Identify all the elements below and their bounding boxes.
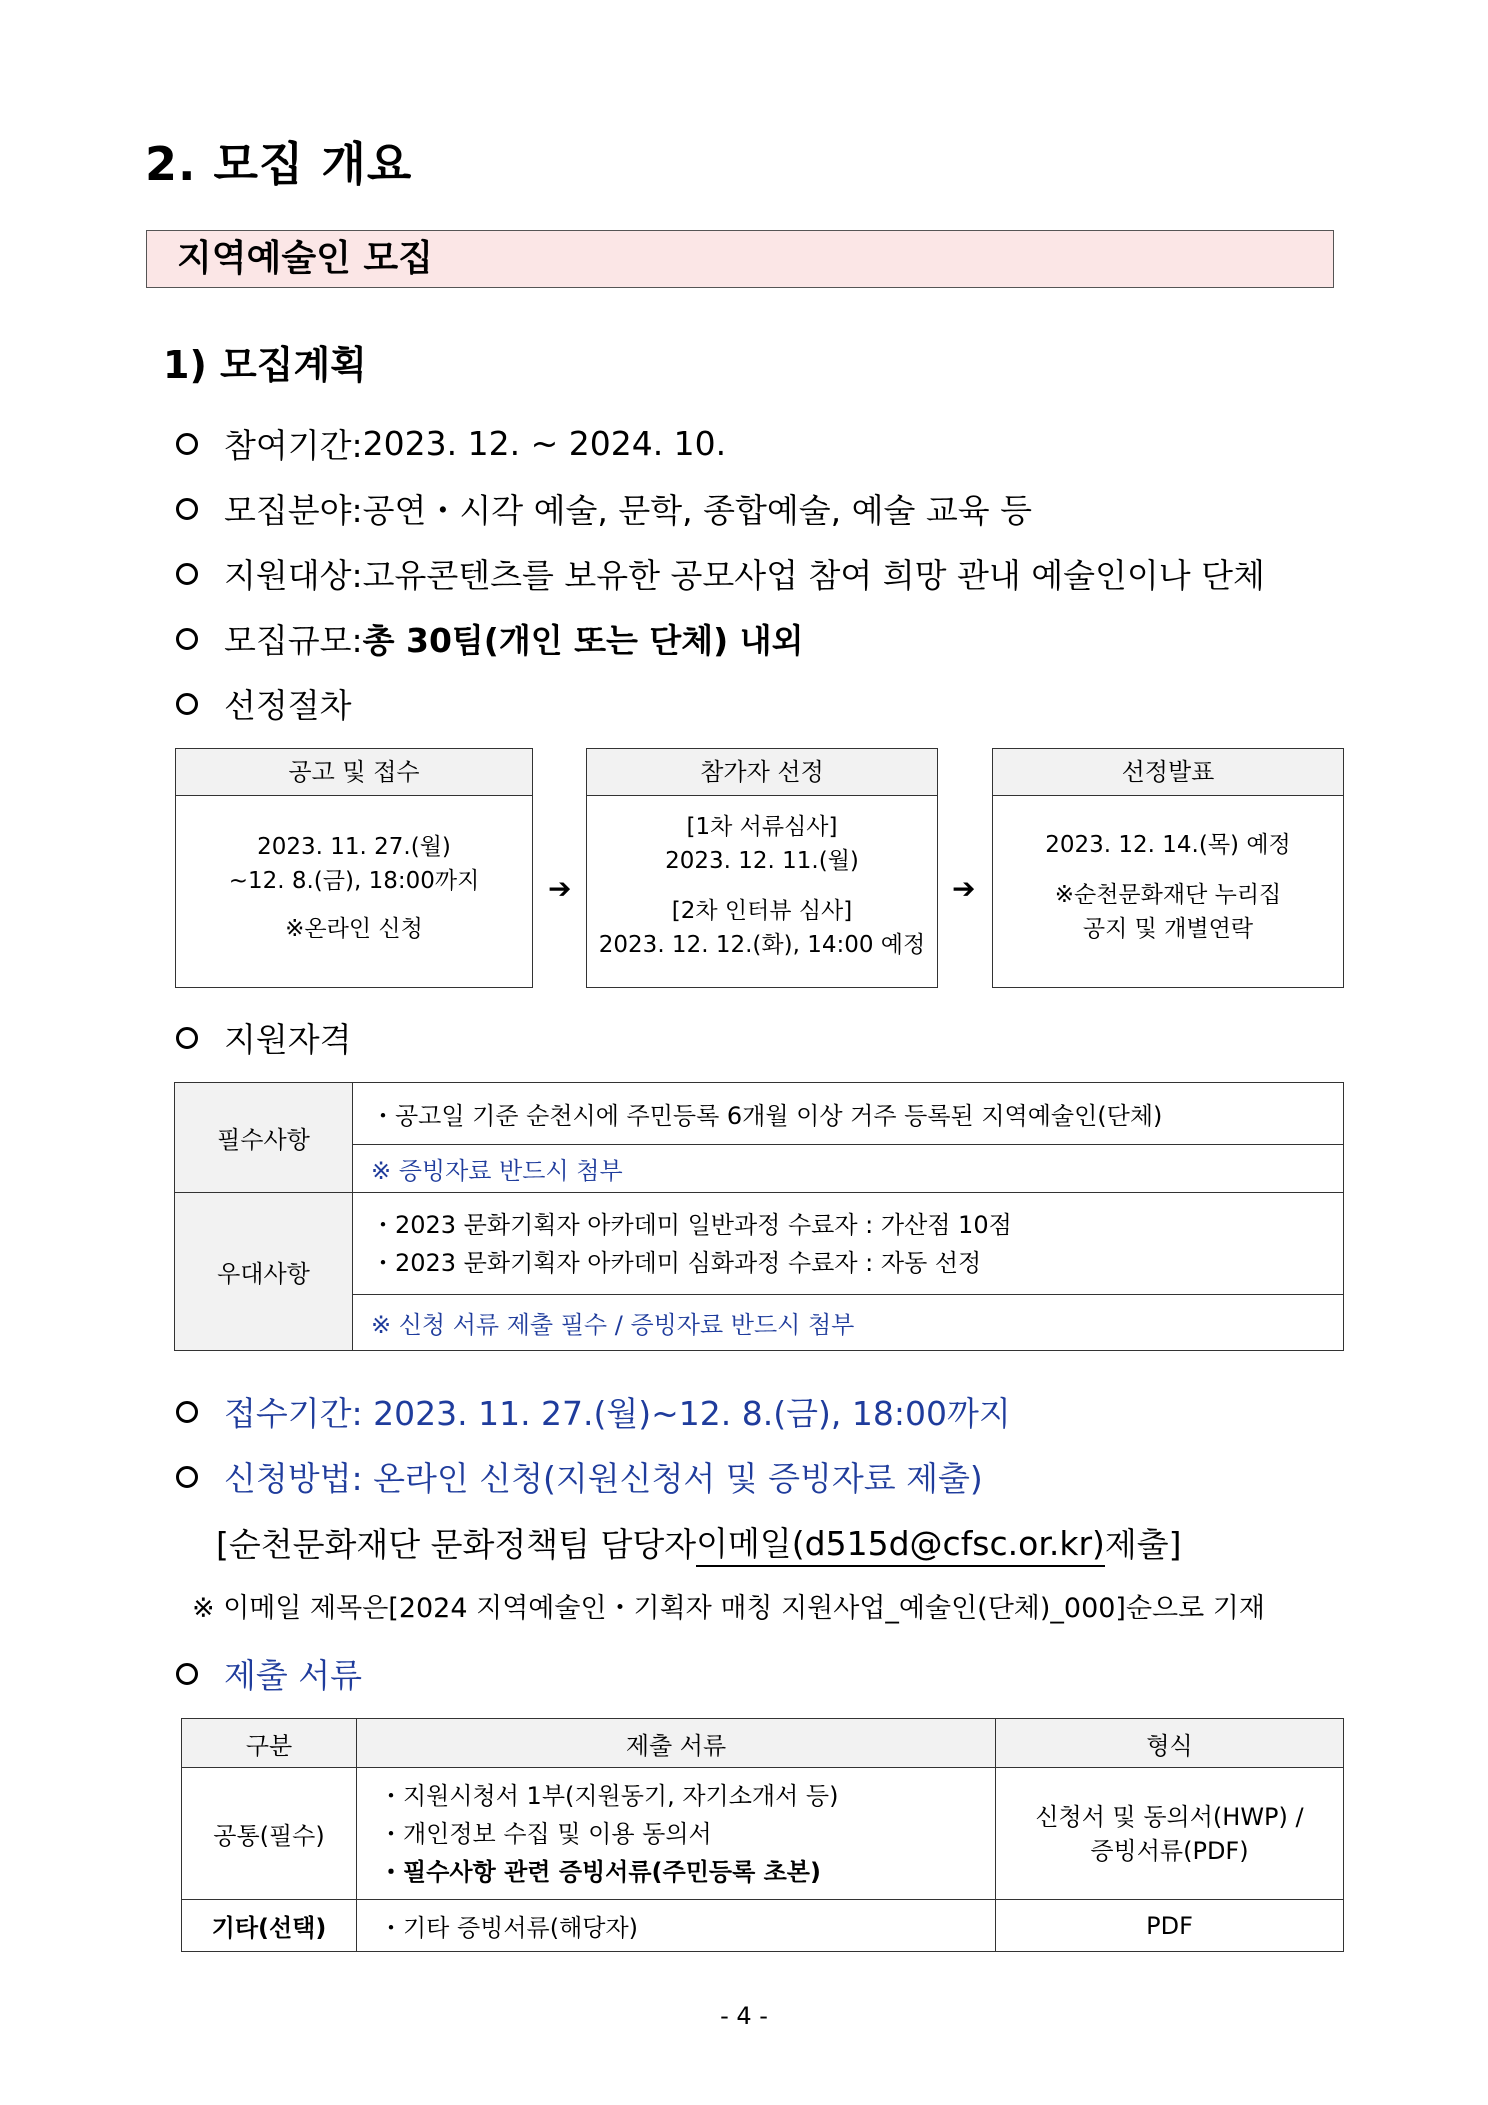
format-item: 증빙서류(PDF) [1090, 1836, 1249, 1865]
deadline-text: 접수기간: 2023. 11. 27.(월)~12. 8.(금), 18:00까지 [224, 1394, 1011, 1433]
circle-bullet-icon [176, 628, 198, 650]
period-value: 2023. 12. ~ 2024. 10. [362, 424, 727, 463]
procedure-step-announcement [992, 748, 1344, 988]
preferred-item: ・2023 문화기획자 아카데미 심화과정 수료자 : 자동 선정 [371, 1248, 982, 1277]
preferred-note: ※ 신청 서류 제출 필수 / 증빙자료 반드시 첨부 [353, 1295, 1344, 1351]
step-line: ~12. 8.(금), 18:00까지 [228, 868, 480, 894]
step-head: 공고 및 접수 [176, 749, 532, 796]
sub-title: 1) 모집계획 [163, 343, 367, 387]
procedure-step-announce [175, 748, 533, 988]
subject-prefix: ※ 이메일 제목은 [192, 1593, 389, 1624]
circle-bullet-icon [176, 1466, 198, 1488]
page-number: - 4 - [720, 2002, 768, 2030]
step-head: 선정발표 [993, 749, 1343, 796]
step-line: [1차 서류심사] [686, 814, 838, 840]
documents-row [176, 1650, 362, 1697]
required-note: ※ 증빙자료 반드시 첨부 [353, 1145, 1344, 1193]
doc-item: ・지원시청서 1부(지원동기, 자기소개서 등) [379, 1781, 839, 1810]
step-line: ※온라인 신청 [285, 916, 423, 942]
circle-bullet-icon [176, 1401, 198, 1423]
documents-table [181, 1718, 1344, 1952]
required-item: ・공고일 기준 순천시에 주민등록 6개월 이상 거주 등록된 지역예술인(단체) [353, 1083, 1344, 1145]
target-row [176, 550, 1265, 597]
step-line: 2023. 12. 14.(목) 예정 [1045, 832, 1291, 858]
col-docs: 제출 서류 [357, 1719, 996, 1768]
contact-suffix: 제출] [1104, 1525, 1182, 1564]
col-category: 구분 [182, 1719, 357, 1768]
doc-item: ・개인정보 수집 및 이용 동의서 [379, 1819, 712, 1848]
row-category: 공통(필수) [182, 1768, 357, 1900]
circle-bullet-icon [176, 433, 198, 455]
preferred-label: 우대사항 [175, 1193, 353, 1351]
contact-email[interactable]: 이메일(d515d@cfsc.or.kr) [696, 1518, 1105, 1567]
arrow-right-icon: ➔ [952, 872, 976, 905]
format-item: PDF [996, 1900, 1344, 1952]
procedure-row [176, 680, 352, 727]
format-item: 신청서 및 동의서(HWP) / [1035, 1802, 1304, 1831]
step-line: 공지 및 개별연락 [1082, 916, 1254, 942]
target-value: 고유콘텐츠를 보유한 공모사업 참여 희망 관내 예술인이나 단체 [362, 556, 1265, 595]
required-label: 필수사항 [175, 1083, 353, 1193]
row-category: 기타(선택) [182, 1900, 357, 1952]
circle-bullet-icon [176, 1663, 198, 1685]
step-line: 2023. 12. 11.(월) [665, 848, 859, 874]
scale-label: 모집규모: [224, 621, 363, 660]
target-label: 지원대상: [224, 556, 363, 595]
step-line: 2023. 11. 27.(월) [257, 834, 451, 860]
method-row [176, 1453, 983, 1500]
band-title: 지역예술인 모집 [146, 230, 1334, 288]
step-head: 참가자 선정 [587, 749, 937, 796]
documents-label: 제출 서류 [224, 1656, 363, 1695]
doc-item: ・필수사항 관련 증빙서류(주민등록 초본) [379, 1857, 821, 1886]
field-row [176, 485, 1032, 532]
period-row [176, 420, 726, 467]
circle-bullet-icon [176, 693, 198, 715]
subject-row [192, 1586, 1265, 1625]
arrow-right-icon: ➔ [548, 872, 572, 905]
preferred-item: ・2023 문화기획자 아카데미 일반과정 수료자 : 가산점 10점 [371, 1210, 1012, 1239]
field-label: 모집분야: [224, 491, 363, 530]
circle-bullet-icon [176, 498, 198, 520]
procedure-label: 선정절차 [224, 686, 352, 725]
procedure-step-selection [586, 748, 938, 988]
period-label: 참여기간: [224, 426, 363, 465]
scale-row [176, 615, 803, 662]
circle-bullet-icon [176, 563, 198, 585]
contact-row [216, 1518, 1182, 1567]
step-line: 2023. 12. 12.(화), 14:00 예정 [598, 932, 926, 958]
deadline-row [176, 1388, 1011, 1435]
col-format: 형식 [996, 1719, 1344, 1768]
table-row [182, 1768, 1344, 1900]
qualification-table [174, 1082, 1344, 1351]
subject-value: [2024 지역예술인・기획자 매칭 지원사업_예술인(단체)_000] [388, 1593, 1126, 1624]
step-line: [2차 인터뷰 심사] [671, 898, 853, 924]
subject-suffix: 순으로 기재 [1125, 1593, 1265, 1624]
table-row [182, 1900, 1344, 1952]
scale-value: 총 30팀(개인 또는 단체) 내외 [362, 621, 804, 660]
qualification-label: 지원자격 [224, 1020, 352, 1059]
step-line: ※순천문화재단 누리집 [1054, 882, 1282, 908]
qualification-row [176, 1014, 352, 1061]
doc-item: ・기타 증빙서류(해당자) [357, 1900, 996, 1952]
method-text: 신청방법: 온라인 신청(지원신청서 및 증빙자료 제출) [224, 1459, 983, 1498]
contact-prefix: [순천문화재단 문화정책팀 담당자 [216, 1525, 697, 1564]
circle-bullet-icon [176, 1027, 198, 1049]
field-value: 공연・시각 예술, 문학, 종합예술, 예술 교육 등 [362, 491, 1032, 530]
section-title: 2. 모집 개요 [145, 137, 413, 191]
